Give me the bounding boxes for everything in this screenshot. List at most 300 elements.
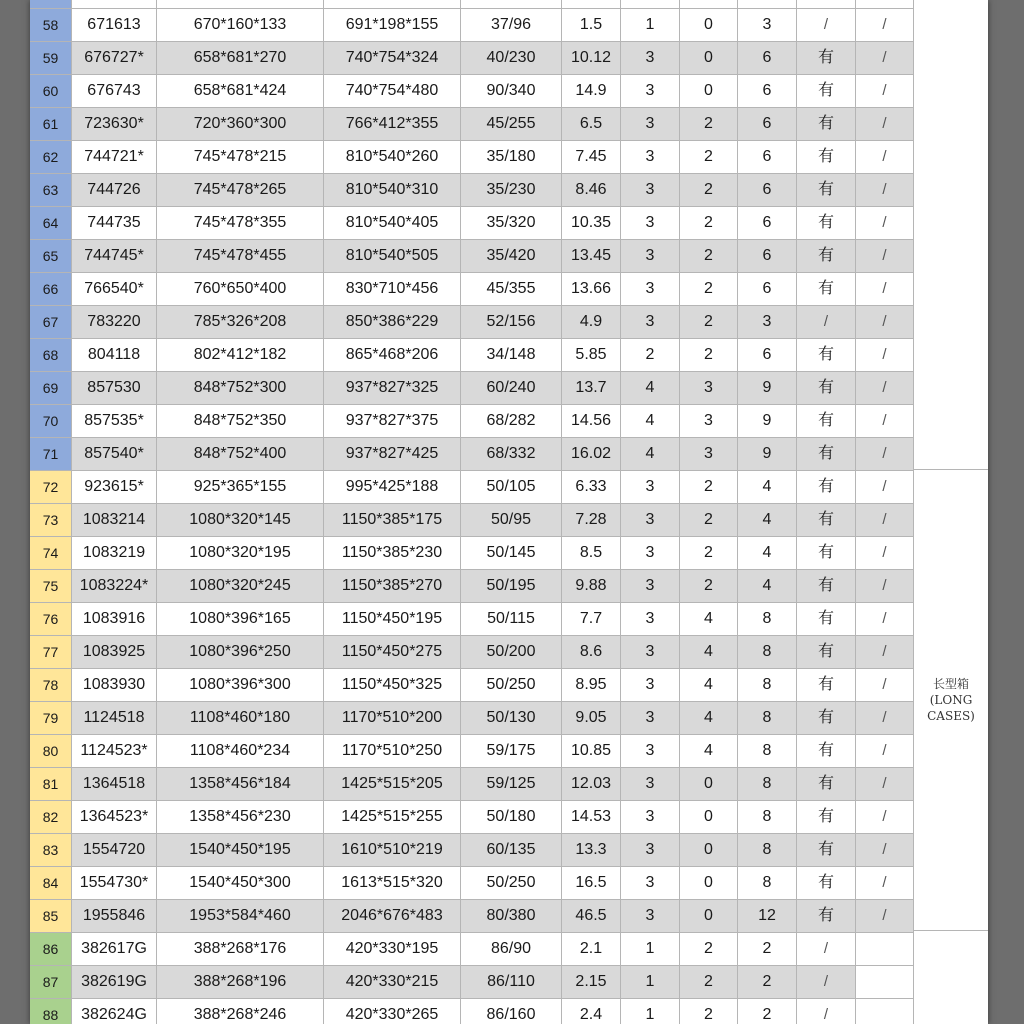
weight-cell: 46.5: [562, 900, 621, 933]
col-c-cell: 6: [738, 108, 797, 141]
col-a-cell: 3: [621, 42, 680, 75]
inner-size-cell: 848*752*400: [157, 438, 324, 471]
partial-cell: [562, 0, 621, 9]
outer-size-cell: 1150*385*270: [324, 570, 461, 603]
inner-size-cell: 745*478*455: [157, 240, 324, 273]
row-number: 62: [30, 141, 72, 174]
inner-size-cell: 1080*320*195: [157, 537, 324, 570]
col-c-cell: 8: [738, 768, 797, 801]
col-a-cell: 3: [621, 867, 680, 900]
col-b-cell: 0: [680, 75, 738, 108]
col-a-cell: 3: [621, 537, 680, 570]
weight-cell: 6.5: [562, 108, 621, 141]
row-number: 88: [30, 999, 72, 1024]
outer-size-cell: 766*412*355: [324, 108, 461, 141]
weight-cell: 4.9: [562, 306, 621, 339]
col-d-cell: 有: [797, 735, 856, 768]
ratio-cell: 50/130: [461, 702, 562, 735]
row-number: 60: [30, 75, 72, 108]
ratio-cell: 35/180: [461, 141, 562, 174]
model-cell: 804118: [72, 339, 157, 372]
col-c-cell: 8: [738, 636, 797, 669]
col-c-cell: 9: [738, 405, 797, 438]
ratio-cell: 60/240: [461, 372, 562, 405]
col-a-cell: 1: [621, 999, 680, 1024]
col-b-cell: 0: [680, 768, 738, 801]
col-d-cell: 有: [797, 636, 856, 669]
weight-cell: 7.7: [562, 603, 621, 636]
col-e-cell: /: [856, 702, 914, 735]
col-d-cell: 有: [797, 768, 856, 801]
inner-size-cell: 1953*584*460: [157, 900, 324, 933]
table-row: [30, 405, 914, 438]
col-b-cell: 2: [680, 141, 738, 174]
table-row: [30, 372, 914, 405]
table-row: [30, 603, 914, 636]
weight-cell: 10.85: [562, 735, 621, 768]
col-e-cell: /: [856, 42, 914, 75]
col-c-cell: 2: [738, 999, 797, 1024]
row-number: 70: [30, 405, 72, 438]
outer-size-cell: 1150*385*230: [324, 537, 461, 570]
ratio-cell: 50/200: [461, 636, 562, 669]
row-number: 81: [30, 768, 72, 801]
weight-cell: 13.45: [562, 240, 621, 273]
col-a-cell: 3: [621, 240, 680, 273]
model-cell: 766540*: [72, 273, 157, 306]
outer-size-cell: 420*330*215: [324, 966, 461, 999]
col-d-cell: 有: [797, 405, 856, 438]
inner-size-cell: 745*478*215: [157, 141, 324, 174]
spreadsheet-sheet: [30, 0, 988, 1024]
col-a-cell: 2: [621, 339, 680, 372]
col-c-cell: 8: [738, 669, 797, 702]
model-cell: 1124523*: [72, 735, 157, 768]
ratio-cell: 86/110: [461, 966, 562, 999]
outer-size-cell: 1150*385*175: [324, 504, 461, 537]
col-e-cell: /: [856, 570, 914, 603]
col-d-cell: 有: [797, 669, 856, 702]
row-number: 58: [30, 9, 72, 42]
col-b-cell: 0: [680, 9, 738, 42]
col-e-cell: /: [856, 141, 914, 174]
weight-cell: 7.28: [562, 504, 621, 537]
outer-size-cell: 740*754*324: [324, 42, 461, 75]
col-d-cell: 有: [797, 207, 856, 240]
outer-size-cell: 865*468*206: [324, 339, 461, 372]
empty-cell: [856, 933, 914, 966]
ratio-cell: 50/180: [461, 801, 562, 834]
col-b-cell: 3: [680, 405, 738, 438]
col-b-cell: 0: [680, 867, 738, 900]
col-b-cell: 0: [680, 834, 738, 867]
inner-size-cell: 802*412*182: [157, 339, 324, 372]
table-row: [30, 339, 914, 372]
weight-cell: 16.02: [562, 438, 621, 471]
table-row: [30, 768, 914, 801]
outer-size-cell: 1170*510*250: [324, 735, 461, 768]
col-b-cell: 2: [680, 966, 738, 999]
col-d-cell: 有: [797, 570, 856, 603]
col-c-cell: 4: [738, 504, 797, 537]
weight-cell: 9.88: [562, 570, 621, 603]
col-b-cell: 2: [680, 933, 738, 966]
outer-size-cell: 937*827*325: [324, 372, 461, 405]
col-b-cell: 2: [680, 207, 738, 240]
model-cell: 744726: [72, 174, 157, 207]
table-row: [30, 933, 914, 966]
table-row: [30, 240, 914, 273]
model-cell: 1124518: [72, 702, 157, 735]
col-a-cell: 4: [621, 405, 680, 438]
row-number: 85: [30, 900, 72, 933]
col-a-cell: 4: [621, 372, 680, 405]
inner-size-cell: 925*365*155: [157, 471, 324, 504]
ratio-cell: 50/145: [461, 537, 562, 570]
col-b-cell: 2: [680, 999, 738, 1024]
ratio-cell: 59/175: [461, 735, 562, 768]
col-a-cell: 3: [621, 735, 680, 768]
weight-cell: 6.33: [562, 471, 621, 504]
col-d-cell: 有: [797, 900, 856, 933]
row-number: 77: [30, 636, 72, 669]
model-cell: 1364523*: [72, 801, 157, 834]
weight-cell: 16.5: [562, 867, 621, 900]
col-b-cell: 2: [680, 273, 738, 306]
outer-size-cell: 1425*515*255: [324, 801, 461, 834]
col-d-cell: 有: [797, 801, 856, 834]
col-e-cell: /: [856, 108, 914, 141]
model-cell: 382617G: [72, 933, 157, 966]
col-b-cell: 2: [680, 537, 738, 570]
table-row: [30, 273, 914, 306]
col-d-cell: 有: [797, 702, 856, 735]
outer-size-cell: 810*540*310: [324, 174, 461, 207]
col-a-cell: 3: [621, 669, 680, 702]
table-row: [30, 834, 914, 867]
outer-size-cell: 810*540*260: [324, 141, 461, 174]
col-c-cell: 6: [738, 75, 797, 108]
table-row: [30, 75, 914, 108]
ratio-cell: 37/96: [461, 9, 562, 42]
ratio-cell: 86/160: [461, 999, 562, 1024]
model-cell: 1364518: [72, 768, 157, 801]
weight-cell: 10.35: [562, 207, 621, 240]
col-b-cell: 2: [680, 306, 738, 339]
model-cell: 1083214: [72, 504, 157, 537]
model-cell: 1955846: [72, 900, 157, 933]
weight-cell: 1.5: [562, 9, 621, 42]
ratio-cell: 35/320: [461, 207, 562, 240]
inner-size-cell: 745*478*265: [157, 174, 324, 207]
col-a-cell: 1: [621, 9, 680, 42]
outer-size-cell: 420*330*265: [324, 999, 461, 1024]
col-b-cell: 4: [680, 702, 738, 735]
col-b-cell: 0: [680, 801, 738, 834]
col-e-cell: /: [856, 9, 914, 42]
table-row: [30, 306, 914, 339]
col-b-cell: 2: [680, 240, 738, 273]
model-cell: 723630*: [72, 108, 157, 141]
outer-size-cell: 830*710*456: [324, 273, 461, 306]
model-cell: 1554720: [72, 834, 157, 867]
ratio-cell: 80/380: [461, 900, 562, 933]
table-row: [30, 702, 914, 735]
col-d-cell: 有: [797, 504, 856, 537]
col-d-cell: 有: [797, 471, 856, 504]
outer-size-cell: 2046*676*483: [324, 900, 461, 933]
table-row: [30, 438, 914, 471]
weight-cell: 13.66: [562, 273, 621, 306]
row-number: 75: [30, 570, 72, 603]
row-number: 71: [30, 438, 72, 471]
model-cell: 1083930: [72, 669, 157, 702]
col-b-cell: 4: [680, 636, 738, 669]
weight-cell: 8.6: [562, 636, 621, 669]
col-e-cell: /: [856, 867, 914, 900]
outer-size-cell: 1610*510*219: [324, 834, 461, 867]
inner-size-cell: 658*681*270: [157, 42, 324, 75]
row-number: 59: [30, 42, 72, 75]
col-e-cell: /: [856, 372, 914, 405]
col-a-cell: 3: [621, 273, 680, 306]
col-a-cell: 4: [621, 438, 680, 471]
outer-size-cell: 1150*450*275: [324, 636, 461, 669]
model-cell: 744721*: [72, 141, 157, 174]
col-b-cell: 0: [680, 42, 738, 75]
col-e-cell: /: [856, 75, 914, 108]
outer-size-cell: 1170*510*200: [324, 702, 461, 735]
model-cell: 1083925: [72, 636, 157, 669]
model-cell: 1083916: [72, 603, 157, 636]
row-number: 76: [30, 603, 72, 636]
col-d-cell: 有: [797, 108, 856, 141]
ratio-cell: 52/156: [461, 306, 562, 339]
col-a-cell: 3: [621, 174, 680, 207]
row-number: 67: [30, 306, 72, 339]
row-number: 86: [30, 933, 72, 966]
col-b-cell: 4: [680, 735, 738, 768]
inner-size-cell: 760*650*400: [157, 273, 324, 306]
model-cell: 744735: [72, 207, 157, 240]
col-e-cell: /: [856, 504, 914, 537]
inner-size-cell: 720*360*300: [157, 108, 324, 141]
col-e-cell: /: [856, 834, 914, 867]
inner-size-cell: 1080*320*145: [157, 504, 324, 537]
col-a-cell: 3: [621, 636, 680, 669]
table-row: [30, 471, 914, 504]
inner-size-cell: 1358*456*230: [157, 801, 324, 834]
col-e-cell: /: [856, 174, 914, 207]
col-b-cell: 2: [680, 570, 738, 603]
col-a-cell: 3: [621, 471, 680, 504]
weight-cell: 14.56: [562, 405, 621, 438]
weight-cell: 8.95: [562, 669, 621, 702]
col-b-cell: 0: [680, 900, 738, 933]
col-d-cell: /: [797, 966, 856, 999]
col-d-cell: /: [797, 306, 856, 339]
col-c-cell: 6: [738, 339, 797, 372]
outer-size-cell: 850*386*229: [324, 306, 461, 339]
col-c-cell: 8: [738, 867, 797, 900]
outer-size-cell: 420*330*195: [324, 933, 461, 966]
col-c-cell: 2: [738, 933, 797, 966]
outer-size-cell: 995*425*188: [324, 471, 461, 504]
outer-size-cell: 1150*450*195: [324, 603, 461, 636]
col-c-cell: 4: [738, 471, 797, 504]
col-e-cell: /: [856, 537, 914, 570]
row-number: 74: [30, 537, 72, 570]
weight-cell: 7.45: [562, 141, 621, 174]
col-e-cell: /: [856, 636, 914, 669]
col-e-cell: /: [856, 438, 914, 471]
col-d-cell: /: [797, 9, 856, 42]
weight-cell: 14.53: [562, 801, 621, 834]
col-c-cell: 6: [738, 273, 797, 306]
col-c-cell: 2: [738, 966, 797, 999]
row-number: 84: [30, 867, 72, 900]
col-a-cell: 3: [621, 504, 680, 537]
table-row: [30, 504, 914, 537]
inner-size-cell: 1108*460*234: [157, 735, 324, 768]
weight-cell: 5.85: [562, 339, 621, 372]
ratio-cell: 90/340: [461, 75, 562, 108]
ratio-cell: 50/105: [461, 471, 562, 504]
row-number: 72: [30, 471, 72, 504]
outer-size-cell: 1425*515*205: [324, 768, 461, 801]
inner-size-cell: 1540*450*195: [157, 834, 324, 867]
inner-size-cell: 745*478*355: [157, 207, 324, 240]
ratio-cell: 40/230: [461, 42, 562, 75]
partial-cell: [461, 0, 562, 9]
model-cell: 744745*: [72, 240, 157, 273]
col-d-cell: 有: [797, 537, 856, 570]
col-a-cell: 3: [621, 603, 680, 636]
col-a-cell: 3: [621, 570, 680, 603]
inner-size-cell: 658*681*424: [157, 75, 324, 108]
weight-cell: 8.5: [562, 537, 621, 570]
col-e-cell: /: [856, 405, 914, 438]
outer-size-cell: 691*198*155: [324, 9, 461, 42]
partial-cell: [621, 0, 680, 9]
inner-size-cell: 785*326*208: [157, 306, 324, 339]
model-cell: 382619G: [72, 966, 157, 999]
col-b-cell: 3: [680, 438, 738, 471]
col-a-cell: 1: [621, 933, 680, 966]
row-number: 69: [30, 372, 72, 405]
partial-cell: [30, 0, 72, 9]
weight-cell: 12.03: [562, 768, 621, 801]
ratio-cell: 60/135: [461, 834, 562, 867]
ratio-cell: 45/355: [461, 273, 562, 306]
table-row: [30, 207, 914, 240]
ratio-cell: 59/125: [461, 768, 562, 801]
weight-cell: 8.46: [562, 174, 621, 207]
partial-cell: [680, 0, 738, 9]
table-row: [30, 999, 914, 1024]
table-row: [30, 174, 914, 207]
table-row: [30, 537, 914, 570]
col-b-cell: 2: [680, 174, 738, 207]
weight-cell: 13.3: [562, 834, 621, 867]
col-b-cell: 3: [680, 372, 738, 405]
col-c-cell: 8: [738, 603, 797, 636]
col-c-cell: 6: [738, 141, 797, 174]
empty-cell: [856, 999, 914, 1024]
ratio-cell: 86/90: [461, 933, 562, 966]
col-b-cell: 4: [680, 669, 738, 702]
inner-size-cell: 848*752*350: [157, 405, 324, 438]
outer-size-cell: 937*827*425: [324, 438, 461, 471]
col-b-cell: 2: [680, 471, 738, 504]
ratio-cell: 68/282: [461, 405, 562, 438]
long-cases-note: [914, 469, 988, 932]
outer-size-cell: 1150*450*325: [324, 669, 461, 702]
row-number: 82: [30, 801, 72, 834]
row-number: 63: [30, 174, 72, 207]
row-number: 66: [30, 273, 72, 306]
row-number: 64: [30, 207, 72, 240]
col-c-cell: 9: [738, 372, 797, 405]
table-row: [30, 141, 914, 174]
model-cell: 1083224*: [72, 570, 157, 603]
partial-cell: [72, 0, 157, 9]
ratio-cell: 50/95: [461, 504, 562, 537]
table-row: [30, 9, 914, 42]
weight-cell: 13.7: [562, 372, 621, 405]
ratio-cell: 50/250: [461, 669, 562, 702]
inner-size-cell: 670*160*133: [157, 9, 324, 42]
ratio-cell: 50/250: [461, 867, 562, 900]
col-c-cell: 4: [738, 537, 797, 570]
inner-size-cell: 1540*450*300: [157, 867, 324, 900]
table-row: [30, 801, 914, 834]
model-cell: 671613: [72, 9, 157, 42]
col-a-cell: 3: [621, 801, 680, 834]
col-c-cell: 8: [738, 801, 797, 834]
ratio-cell: 35/230: [461, 174, 562, 207]
table-row: [30, 900, 914, 933]
ratio-cell: 68/332: [461, 438, 562, 471]
col-a-cell: 3: [621, 900, 680, 933]
partial-cell: [324, 0, 461, 9]
weight-cell: 9.05: [562, 702, 621, 735]
model-cell: 382624G: [72, 999, 157, 1024]
model-cell: 1083219: [72, 537, 157, 570]
inner-size-cell: 1080*396*250: [157, 636, 324, 669]
col-a-cell: 3: [621, 108, 680, 141]
outer-size-cell: 937*827*375: [324, 405, 461, 438]
inner-size-cell: 388*268*176: [157, 933, 324, 966]
col-c-cell: 6: [738, 240, 797, 273]
col-c-cell: 8: [738, 735, 797, 768]
inner-size-cell: 388*268*196: [157, 966, 324, 999]
outer-size-cell: 740*754*480: [324, 75, 461, 108]
weight-cell: 10.12: [562, 42, 621, 75]
col-e-cell: /: [856, 240, 914, 273]
col-a-cell: 3: [621, 75, 680, 108]
col-e-cell: /: [856, 207, 914, 240]
row-number: 68: [30, 339, 72, 372]
model-cell: 923615*: [72, 471, 157, 504]
ratio-cell: 34/148: [461, 339, 562, 372]
col-c-cell: 8: [738, 702, 797, 735]
outer-size-cell: 1613*515*320: [324, 867, 461, 900]
col-d-cell: 有: [797, 603, 856, 636]
inner-size-cell: 1080*396*300: [157, 669, 324, 702]
row-number: 65: [30, 240, 72, 273]
weight-cell: 2.15: [562, 966, 621, 999]
